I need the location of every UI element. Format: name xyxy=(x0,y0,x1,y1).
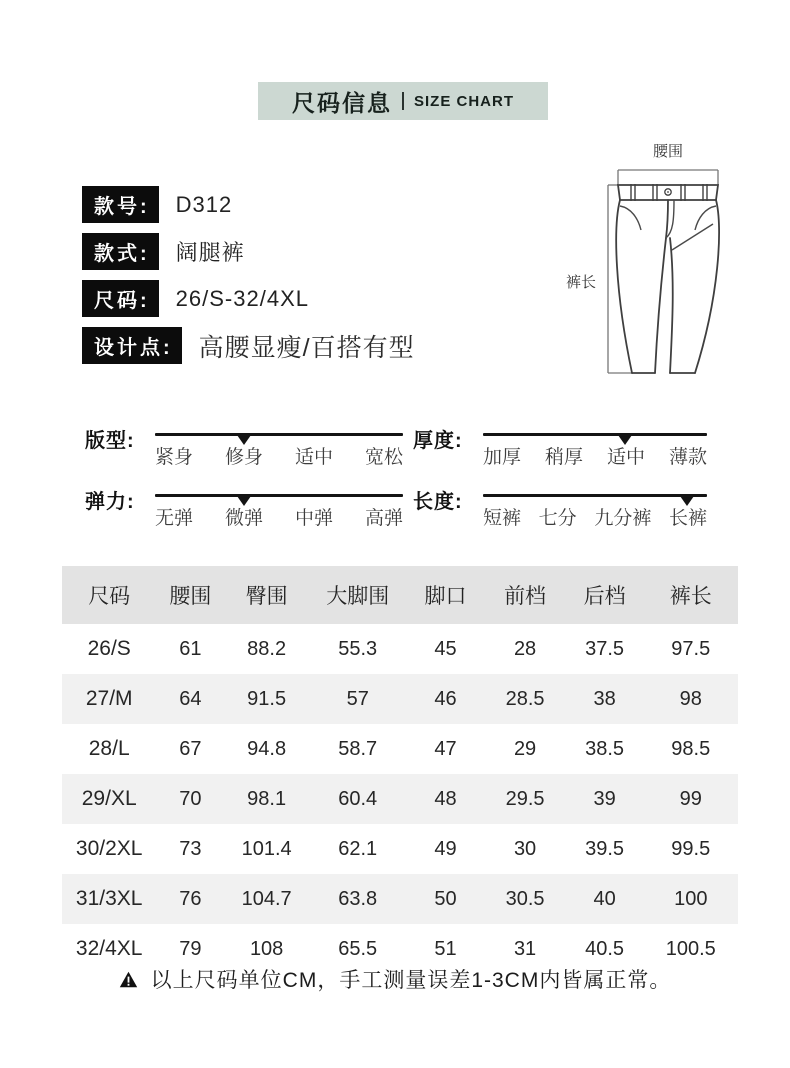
product-field-label: 尺码: xyxy=(82,280,159,317)
table-cell: 57 xyxy=(346,687,369,710)
table-cell: 73 xyxy=(179,837,202,860)
product-field-label: 款式: xyxy=(82,233,159,270)
table-cell: 55.3 xyxy=(338,637,378,660)
slider-option: 中弹 xyxy=(294,508,333,529)
product-field xyxy=(82,233,415,270)
slider-option: 稍厚 xyxy=(544,447,583,468)
pants-drawing-icon xyxy=(545,132,745,407)
slider-thickness xyxy=(413,424,717,469)
table-row xyxy=(62,824,738,874)
table-cell: 27/M xyxy=(85,687,133,710)
warning-triangle-icon xyxy=(119,971,138,988)
size-table xyxy=(62,566,738,974)
product-field-value: 高腰显瘦/百搭有型 xyxy=(198,333,415,362)
table-column-header: 前档 xyxy=(484,566,565,624)
table-cell: 99.5 xyxy=(671,837,711,860)
table-cell: 98 xyxy=(679,687,702,710)
table-cell: 28/L xyxy=(88,737,130,760)
slider-option: 适中 xyxy=(606,447,645,468)
slider-options xyxy=(155,442,403,469)
slider-option: 宽松 xyxy=(364,447,403,468)
table-cell: 98.5 xyxy=(671,737,711,760)
slider-option: 高弹 xyxy=(364,508,403,529)
table-cell: 94.8 xyxy=(247,737,287,760)
slider-length xyxy=(413,485,717,530)
slider-line xyxy=(155,433,403,436)
table-cell: 46 xyxy=(434,687,457,710)
banner-title-en: SIZE CHART xyxy=(414,92,514,110)
table-cell: 108 xyxy=(249,937,284,960)
product-field xyxy=(82,280,415,317)
waist-measure-label: 腰围 xyxy=(652,143,684,160)
table-cell: 64 xyxy=(179,687,202,710)
waist-measure-line xyxy=(618,170,718,185)
slider-label: 版型: xyxy=(85,430,135,452)
table-row xyxy=(62,724,738,774)
pants-diagram xyxy=(545,132,745,407)
table-cell: 38.5 xyxy=(585,737,625,760)
slider-options xyxy=(155,503,403,530)
table-cell: 60.4 xyxy=(338,787,378,810)
slider-option: 短裤 xyxy=(483,508,522,529)
table-cell: 26/S xyxy=(87,637,131,660)
slider-option: 修身 xyxy=(224,447,263,468)
table-cell: 100.5 xyxy=(665,937,716,960)
slider-track xyxy=(155,485,413,530)
attribute-sliders xyxy=(85,424,717,530)
slider-line xyxy=(155,494,403,497)
slider-line xyxy=(483,494,707,497)
product-info xyxy=(82,186,415,374)
belt-loops xyxy=(631,184,707,201)
table-cell: 101.4 xyxy=(241,837,292,860)
table-cell: 97.5 xyxy=(671,637,711,660)
table-cell: 29/XL xyxy=(81,787,137,810)
table-row xyxy=(62,674,738,724)
slider-marker-icon xyxy=(618,435,632,445)
slider-stretch xyxy=(85,485,413,530)
table-column-header: 尺码 xyxy=(62,566,156,624)
product-field xyxy=(82,186,415,223)
table-cell: 50 xyxy=(434,887,457,910)
table-row xyxy=(62,624,738,674)
table-cell: 99 xyxy=(679,787,702,810)
table-cell: 39.5 xyxy=(585,837,625,860)
table-cell: 79 xyxy=(179,937,202,960)
product-field-value: D312 xyxy=(175,191,233,217)
table-cell: 104.7 xyxy=(241,887,292,910)
table-cell: 47 xyxy=(434,737,457,760)
table-column-header: 大脚围 xyxy=(309,566,407,624)
table-cell: 29 xyxy=(513,737,537,760)
table-cell: 38 xyxy=(593,687,616,710)
table-cell: 37.5 xyxy=(585,637,625,660)
table-cell: 88.2 xyxy=(247,637,287,660)
slider-options xyxy=(483,442,707,469)
table-column-header: 后档 xyxy=(566,566,644,624)
table-cell: 76 xyxy=(179,887,202,910)
product-field-value: 26/S-32/4XL xyxy=(175,285,309,311)
table-cell: 45 xyxy=(434,637,457,660)
table-column-header: 脚口 xyxy=(407,566,485,624)
length-measure-line xyxy=(608,185,632,373)
slider-fit xyxy=(85,424,413,469)
slider-option: 紧身 xyxy=(155,447,194,468)
table-cell: 30/2XL xyxy=(75,837,143,860)
length-measure-label: 裤长 xyxy=(565,274,597,291)
table-column-header: 腰围 xyxy=(156,566,224,624)
table-column-header: 臀围 xyxy=(224,566,309,624)
slider-track xyxy=(483,485,717,530)
slider-marker-icon xyxy=(237,496,251,506)
table-cell: 28.5 xyxy=(505,687,545,710)
slider-option: 微弹 xyxy=(224,508,263,529)
slider-track xyxy=(155,424,413,469)
product-field-value: 阔腿裤 xyxy=(175,240,245,265)
size-chart-banner xyxy=(258,82,548,120)
slider-option: 长裤 xyxy=(668,508,707,529)
table-cell: 49 xyxy=(434,837,457,860)
product-field-label: 设计点: xyxy=(82,327,182,364)
slider-track xyxy=(483,424,717,469)
slider-option: 七分 xyxy=(538,508,577,529)
table-cell: 61 xyxy=(179,637,202,660)
table-cell: 31 xyxy=(513,937,537,960)
measurement-note-text: 以上尺码单位CM，手工测量误差1-3CM内皆属正常。 xyxy=(150,969,672,992)
table-cell: 40.5 xyxy=(585,937,625,960)
table-cell: 63.8 xyxy=(338,887,378,910)
slider-option: 九分裤 xyxy=(594,508,652,529)
slider-line xyxy=(483,433,707,436)
slider-marker-icon xyxy=(680,496,694,506)
table-cell: 65.5 xyxy=(338,937,378,960)
table-cell: 30 xyxy=(513,837,537,860)
table-cell: 70 xyxy=(179,787,202,810)
table-cell: 51 xyxy=(434,937,457,960)
table-cell: 29.5 xyxy=(505,787,545,810)
table-cell: 30.5 xyxy=(505,887,545,910)
product-field xyxy=(82,327,415,364)
table-cell: 98.1 xyxy=(247,787,287,810)
table-cell: 39 xyxy=(593,787,616,810)
table-cell: 40 xyxy=(593,887,616,910)
slider-option: 薄款 xyxy=(668,447,707,468)
table-cell: 32/4XL xyxy=(75,937,143,960)
table-cell: 28 xyxy=(513,637,537,660)
slider-label: 长度: xyxy=(413,491,463,513)
table-cell: 58.7 xyxy=(338,737,378,760)
slider-option: 无弹 xyxy=(155,508,194,529)
slider-option: 加厚 xyxy=(483,447,522,468)
table-cell: 31/3XL xyxy=(75,887,143,910)
table-cell: 62.1 xyxy=(338,837,378,860)
table-column-header: 裤长 xyxy=(644,566,738,624)
table-row xyxy=(62,774,738,824)
slider-marker-icon xyxy=(237,435,251,445)
banner-divider xyxy=(402,92,404,110)
slider-options xyxy=(483,503,707,530)
table-cell: 48 xyxy=(434,787,457,810)
banner-title-cn: 尺码信息 xyxy=(292,89,392,116)
table-header-row xyxy=(62,566,738,624)
table-cell: 100 xyxy=(674,887,708,910)
slider-label: 厚度: xyxy=(413,430,463,452)
product-field-label: 款号: xyxy=(82,186,159,223)
table-row xyxy=(62,874,738,924)
slider-option: 适中 xyxy=(294,447,333,468)
table-cell: 91.5 xyxy=(247,687,287,710)
measurement-note xyxy=(0,964,790,994)
table-cell: 67 xyxy=(179,737,202,760)
slider-label: 弹力: xyxy=(85,491,135,513)
